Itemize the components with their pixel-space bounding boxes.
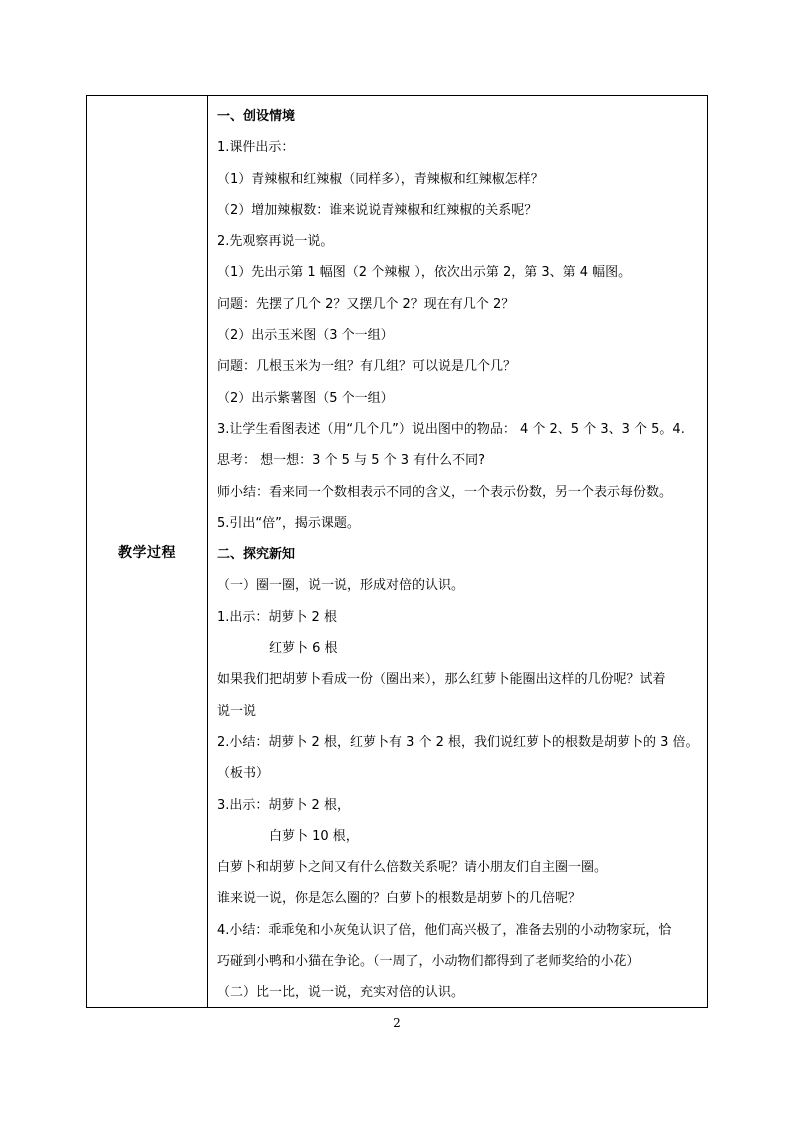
content-line: 巧碰到小鸭和小猫在争论。（一周了，小动物们都得到了老师奖给的小花） xyxy=(217,954,640,970)
content-line: 师小结：看来同一个数相表示不同的含义，一个表示份数，另一个表示每份数。 xyxy=(217,484,673,500)
content-line: （二）比一比，说一说，充实对倍的认识。 xyxy=(217,985,465,1001)
content-line: 2.先观察再说一说。 xyxy=(217,234,334,250)
content-line: 4.小结：乖乖兔和小灰兔认识了倍，他们高兴极了，准备去别的小动物家玩，恰 xyxy=(217,922,672,938)
content-line: 红萝卜 6 根 xyxy=(217,641,338,657)
content-line: （1）先出示第 1 幅图（2 个辣椒 ），依次出示第 2，第 3、第 4 幅图。 xyxy=(217,265,632,281)
section-label-cell xyxy=(87,96,208,1007)
page-number: 2 xyxy=(393,1016,401,1030)
content-line: 白萝卜 10 根， xyxy=(217,828,359,844)
content-line: 5.引出“倍”，揭示课题。 xyxy=(217,515,360,531)
content-cell xyxy=(208,96,707,1007)
content-line: 3.让学生看图表述（用“几个几”）说出图中的物品： 4 个 2、5 个 3、3 个 5。4. xyxy=(217,421,685,437)
section-label: 教学过程 xyxy=(118,544,176,561)
content-line: （2）增加辣椒数：谁来说说青辣椒和红辣椒的关系呢？ xyxy=(217,202,538,218)
content-line: （1）青辣椒和红辣椒（同样多），青辣椒和红辣椒怎样？ xyxy=(217,171,544,187)
content-line: （一）圈一圈，说一说，形成对倍的认识。 xyxy=(217,578,465,594)
content-line: （板书） xyxy=(217,766,270,782)
content-line: 白萝卜和胡萝卜之间又有什么倍数关系呢？请小朋友们自主圈一圈。 xyxy=(217,860,608,876)
content-line: 谁来说一说，你是怎么圈的？白萝卜的根数是胡萝卜的几倍呢？ xyxy=(217,891,582,907)
content-line: 如果我们把胡萝卜看成一份（圈出来），那么红萝卜能圈出这样的几份呢？试着 xyxy=(217,672,666,688)
section-heading: 二、探究新知 xyxy=(217,547,296,563)
content-line: （2）出示紫薯图（5 个一组） xyxy=(217,390,394,406)
content-line: 2.小结：胡萝卜 2 根，红萝卜有 3 个 2 根，我们说红萝卜的根数是胡萝卜的 3 倍。 xyxy=(217,734,699,750)
lesson-table xyxy=(86,95,708,1008)
content-line: 1.课件出示： xyxy=(217,140,295,156)
content-line: 问题：先摆了几个 2？又摆几个 2？现在有几个 2？ xyxy=(217,296,515,312)
content-line: （2）出示玉米图（3 个一组） xyxy=(217,328,394,344)
content-line: 思考： 想一想：3 个 5 与 5 个 3 有什么不同? xyxy=(217,453,486,469)
content-line: 3.出示：胡萝卜 2 根， xyxy=(217,797,350,813)
content-line: 问题：几根玉米为一组？有几组？可以说是几个几？ xyxy=(217,359,517,375)
section-heading: 一、创设情境 xyxy=(217,109,296,124)
content-line: 1.出示：胡萝卜 2 根 xyxy=(217,609,337,625)
content-line: 说一说 xyxy=(217,703,257,719)
